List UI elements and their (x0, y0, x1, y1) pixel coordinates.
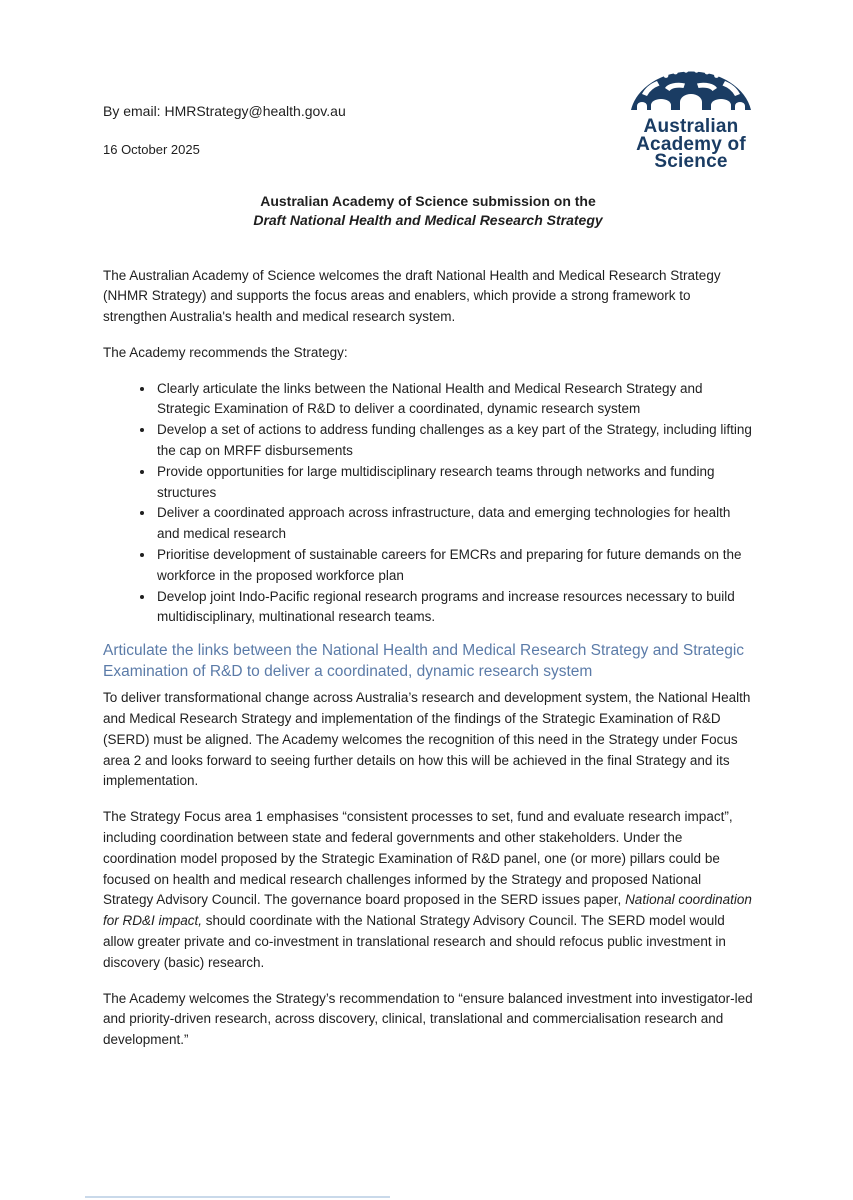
logo-line-3: Science (654, 151, 728, 172)
paragraph-2-text: The Strategy Focus area 1 emphasises “consistent processes to set, fund and evaluate research impact”, including coordination between state and federal governments and other stakeholders. Under the coordination model proposed by the Strategic Examination of R&D panel, one (or more) pillars could be focused on health and medical research challenges informed by the Strategy and proposed National Strategy Advisory Council. The governance board proposed in the SERD issues paper, (103, 809, 733, 908)
logo-wordmark (636, 118, 746, 171)
shine-dome-icon (629, 60, 753, 115)
footer-rule (85, 1196, 390, 1198)
email-line: By email: HMRStrategy@health.gov.au (103, 103, 346, 119)
list-item: • Prioritise development of sustainable careers for EMCRs and preparing for future demands on the workforce in the proposed workforce plan (155, 545, 753, 587)
document-title-line-1: Australian Academy of Science submission on the (260, 192, 596, 209)
page-content (103, 0, 753, 1066)
logo-line-2: Academy of (636, 133, 746, 155)
paragraph-2-text: should coordinate with the National Strategy Advisory Council. The SERD model would allow greater private and co-investment in translational research and should refocus public investment in discovery (basic) research. (103, 913, 726, 970)
section-paragraph-3: The Academy welcomes the Strategy’s recommendation to “ensure balanced investment into investigator-led and priority-driven research, across discovery, clinical, translational and commercialisation research and development.” (103, 990, 753, 1048)
list-item: • Clearly articulate the links between the National Health and Medical Research Strategy and Strategic Examination of R&D to deliver a coordinated, dynamic research system (155, 379, 753, 421)
logo-line-1: Australian (643, 116, 739, 137)
section-heading: Articulate the links between the National Health and Medical Research Strategy and Strategic Examination of R&D to deliver a coordinated, dynamic research system (103, 642, 745, 681)
document-title-line-2: Draft National Health and Medical Research Strategy (253, 211, 603, 228)
address-block (103, 103, 346, 157)
list-item: • Develop joint Indo-Pacific regional research programs and increase resources necessary to build multidisciplinary, multinational research teams. (155, 587, 753, 629)
section-paragraph-1: To deliver transformational change across Australia’s research and development system, the National Health and Medical Research Strategy and implementation of the findings of the Strategic Examination of R&D (SERD) must be aligned. The Academy welcomes the recognition of this need in the Strategy under Focus area 2 and looks forward to seeing further details on how this will be achieved in the final Strategy and its implementation. (103, 690, 751, 789)
date-line: 16 October 2025 (103, 142, 200, 157)
recommendations-list (103, 379, 753, 629)
intro-paragraph: The Australian Academy of Science welcomes the draft National Health and Medical Research Strategy (NHMR Strategy) and supports the focus areas and enablers, which provide a strong framework to strengthen Australia's health and medical research system. (103, 267, 721, 325)
document-title (103, 192, 753, 230)
section-paragraph-2 (103, 807, 753, 973)
list-item: • Develop a set of actions to address funding challenges as a key part of the Strategy, including lifting the cap on MRFF disbursements (155, 420, 753, 462)
list-item: • Provide opportunities for large multidisciplinary research teams through networks and funding structures (155, 462, 753, 504)
aas-logo (623, 60, 759, 171)
list-item: • Deliver a coordinated approach across infrastructure, data and emerging technologies for health and medical research (155, 503, 753, 545)
recommendations-lead: The Academy recommends the Strategy: (103, 344, 348, 360)
paper-title-italic: National coordination for RD&I impact, (103, 892, 752, 929)
letter-header (103, 0, 753, 171)
